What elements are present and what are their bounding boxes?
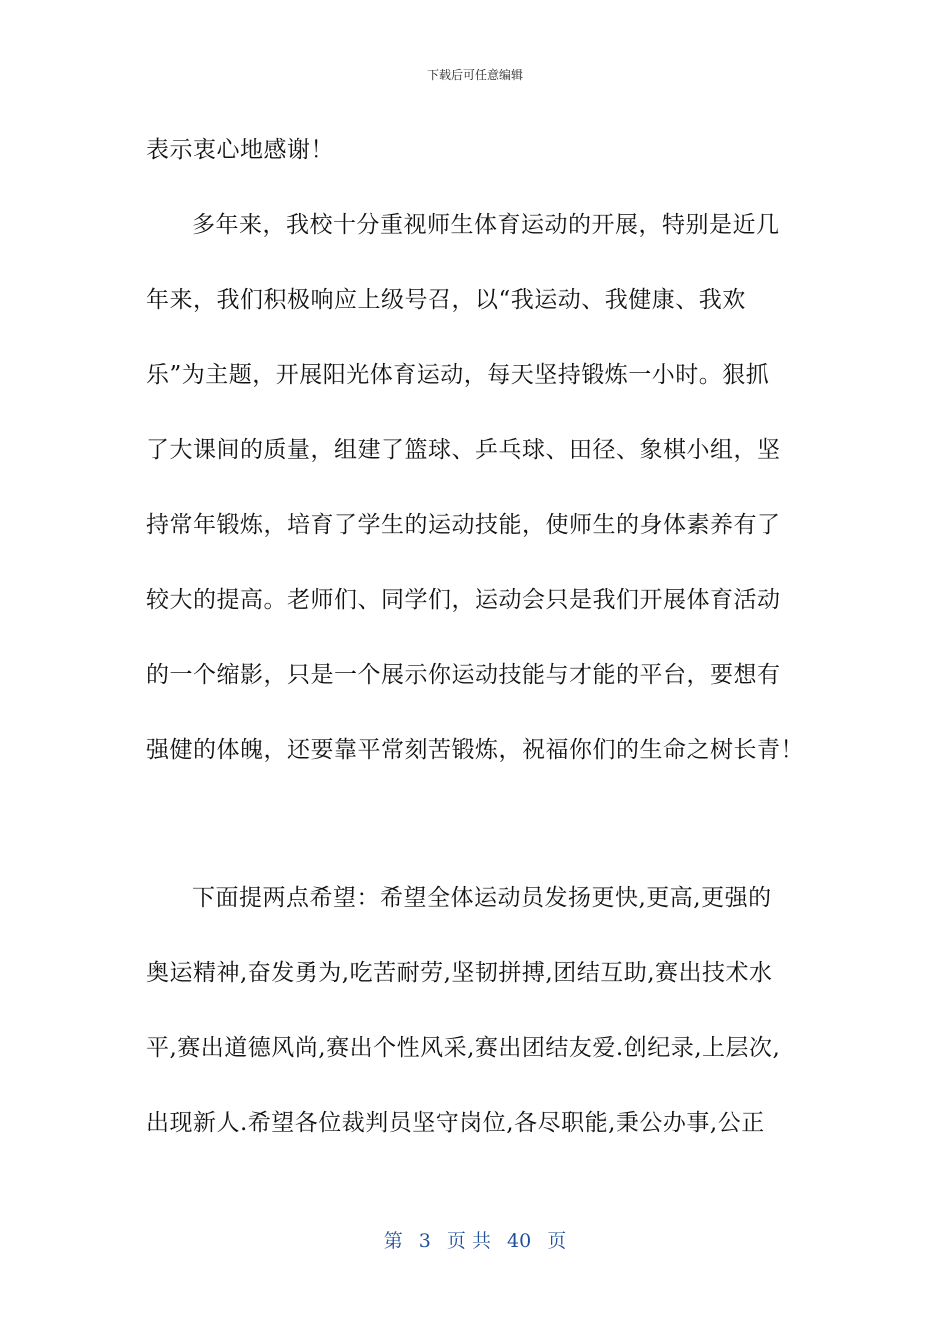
body-line: 强健的体魄，还要靠平常刻苦锻炼，祝福你们的生命之树长青！ — [146, 737, 804, 763]
page-header: 下载后可任意编辑 — [426, 68, 523, 82]
body-line: 的一个缩影，只是一个展示你运动技能与才能的平台，要想有 — [146, 662, 781, 688]
body-line: 平,赛出道德风尚,赛出个性风采,赛出团结友爱.创纪录,上层次, — [146, 1035, 781, 1061]
body-line: 表示衷心地感谢！ — [146, 137, 334, 163]
body-line: 了大课间的质量，组建了篮球、乒乓球、田径、象棋小组，坚 — [146, 437, 781, 463]
body-line: 奥运精神,奋发勇为,吃苦耐劳,坚韧拼搏,团结互助,赛出技术水 — [146, 960, 773, 986]
body-line: 多年来，我校十分重视师生体育运动的开展，特别是近几 — [192, 212, 780, 238]
page-footer — [0, 1226, 950, 1253]
footer-prefix: 第 — [383, 1230, 403, 1252]
body-line: 出现新人.希望各位裁判员坚守岗位,各尽职能,秉公办事,公正 — [146, 1110, 765, 1136]
page-number: 3 — [418, 1230, 431, 1252]
body-line: 下面提两点希望：希望全体运动员发扬更快,更高,更强的 — [192, 885, 772, 911]
body-line: 乐”为主题，开展阳光体育运动，每天坚持锻炼一小时。狠抓 — [146, 362, 770, 388]
footer-suffix: 页 — [547, 1230, 567, 1252]
body-line: 较大的提高。老师们、同学们，运动会只是我们开展体育活动 — [146, 587, 781, 613]
body-line: 年来，我们积极响应上级号召，以“我运动、我健康、我欢 — [146, 287, 746, 313]
footer-middle: 页 共 — [446, 1230, 491, 1252]
body-line: 持常年锻炼，培育了学生的运动技能，使师生的身体素养有了 — [146, 512, 781, 538]
total-pages: 40 — [507, 1230, 532, 1252]
